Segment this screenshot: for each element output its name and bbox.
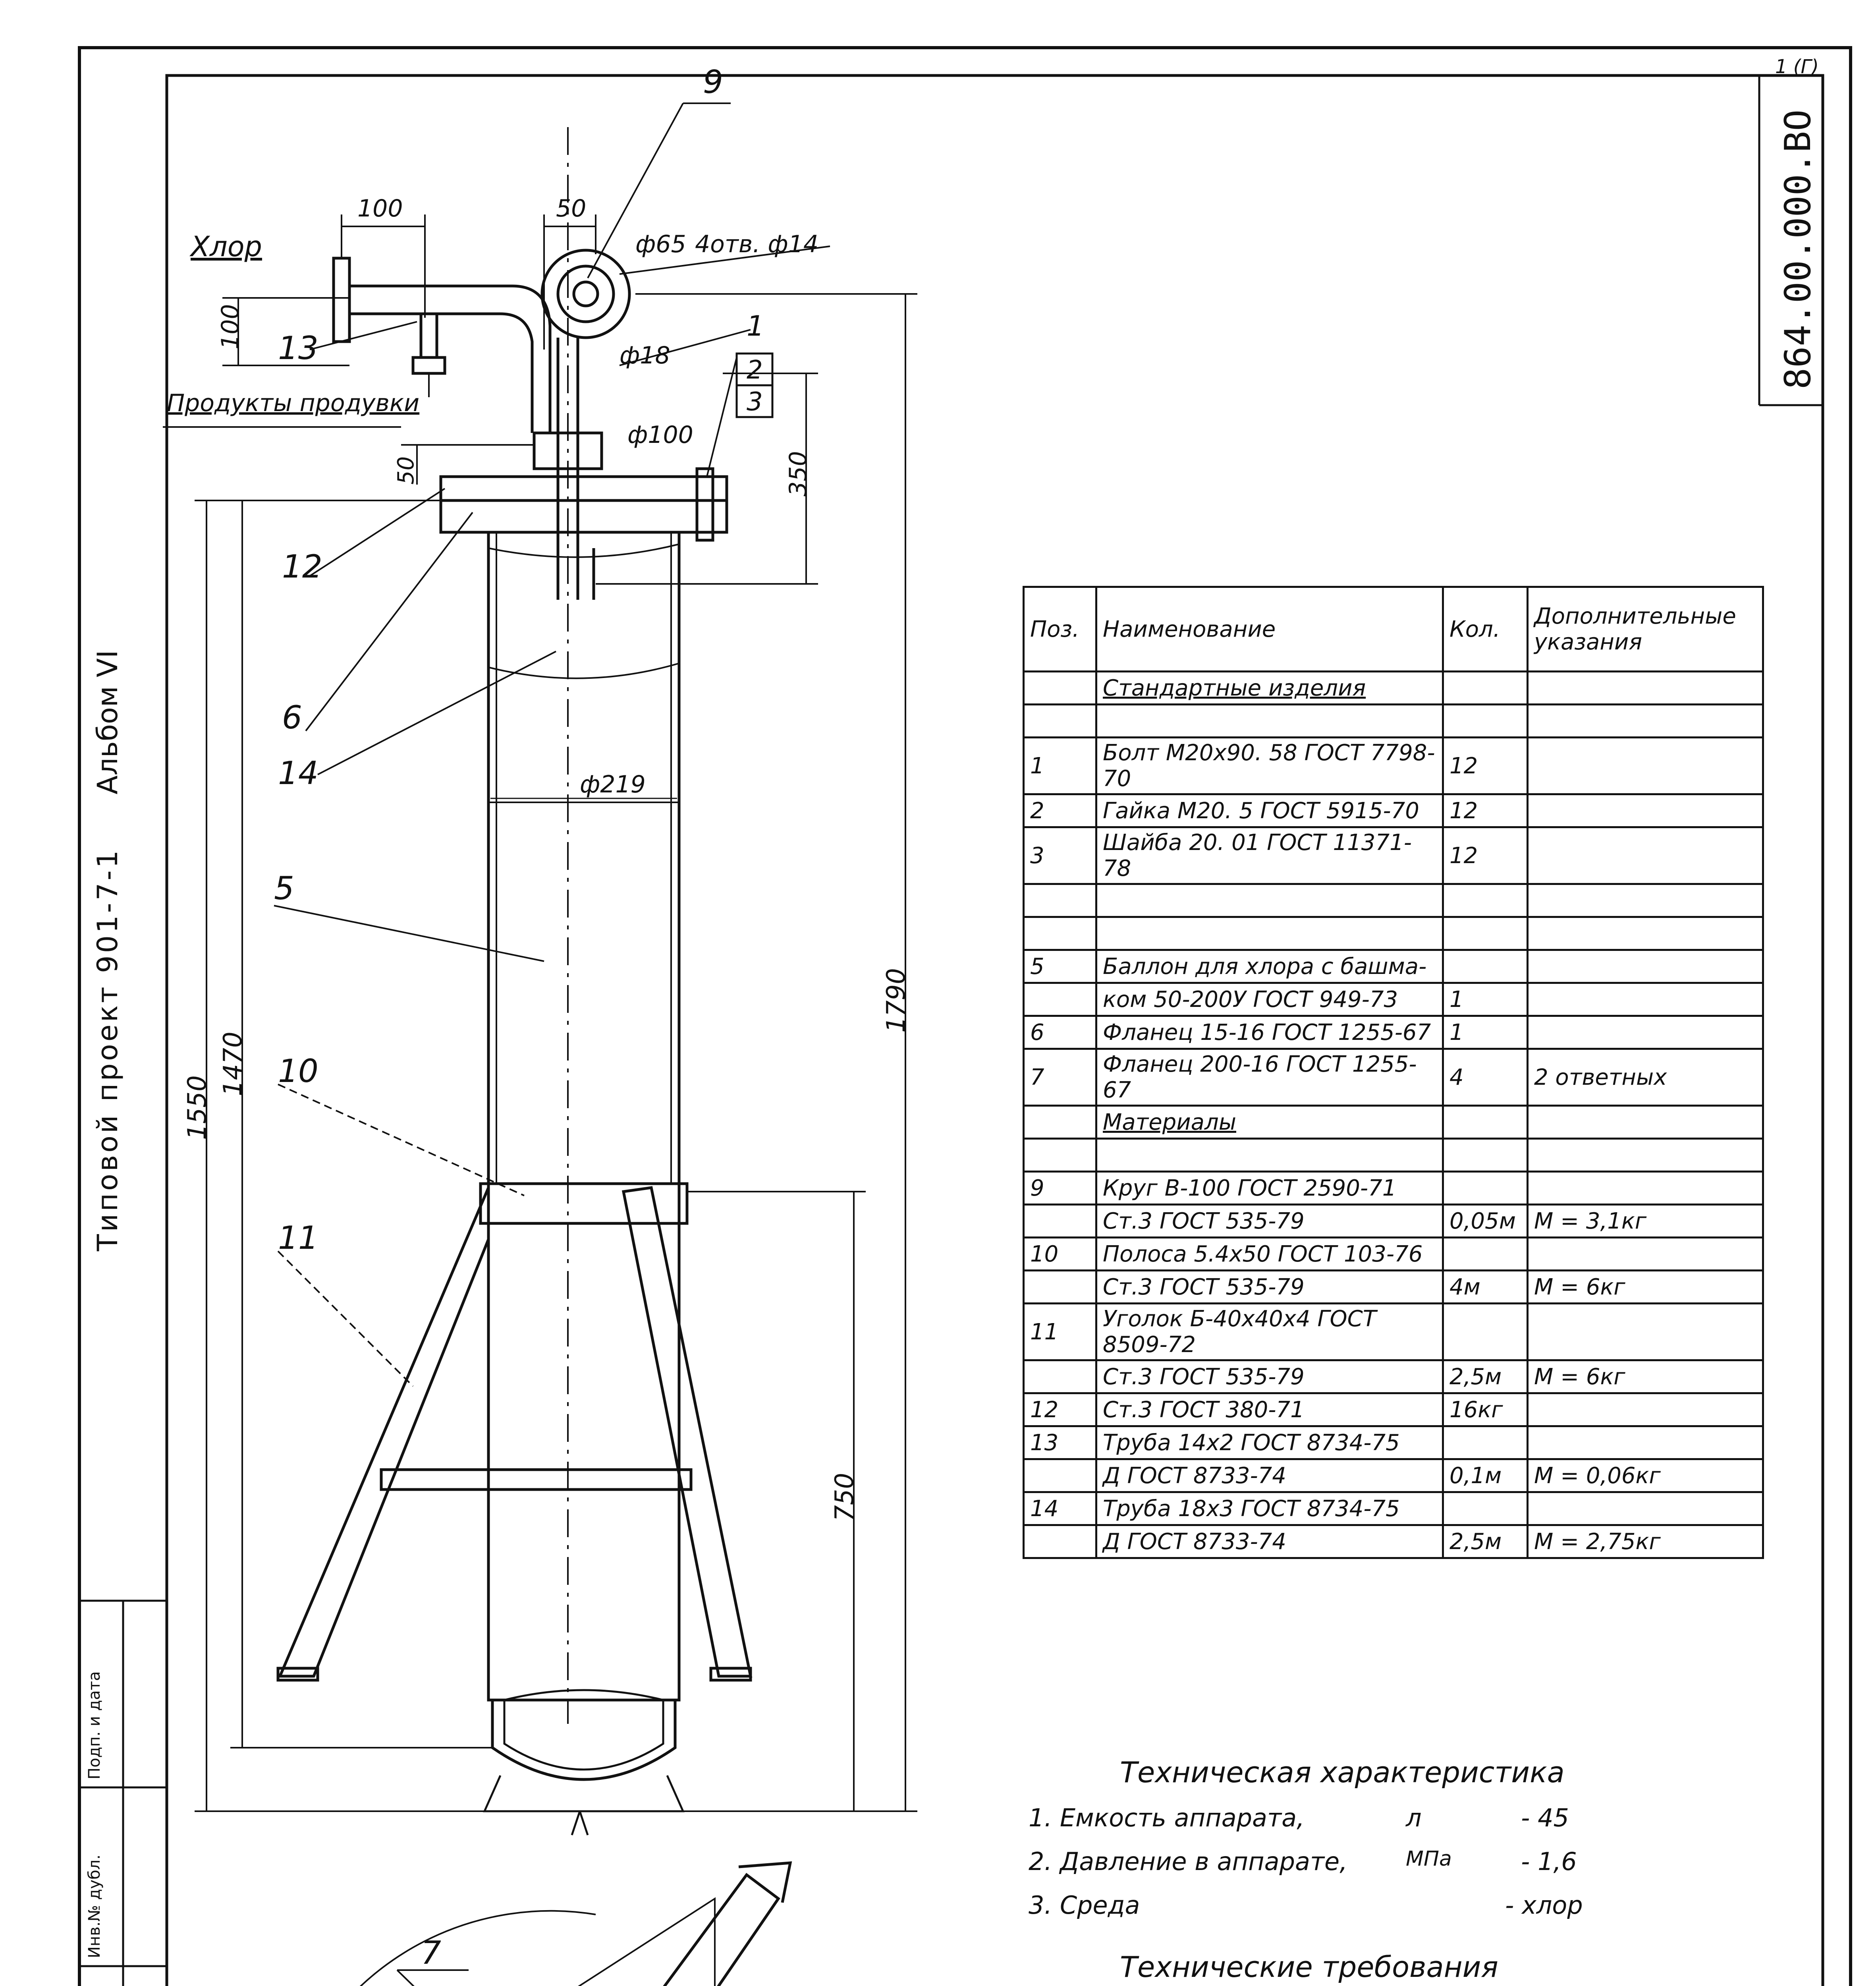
spec-cell-name: Гайка М20. 5 ГОСТ 5915-70 [1096,794,1443,827]
spec-cell-pos [1024,983,1096,1016]
spec-cell-qty: 12 [1443,794,1528,827]
spec-cell-name [1096,884,1443,917]
spec-cell-notes [1528,1426,1763,1459]
dim-phi18: ф18 [620,342,670,369]
flange-6 [542,250,629,338]
callout-2: 2 [747,355,763,385]
spec-cell-pos: 11 [1024,1304,1096,1360]
spec-cell-notes [1528,1238,1763,1271]
spec-cell-qty [1443,1106,1528,1139]
doc-code-vertical: 864.00.000.ВО [1777,109,1819,389]
spec-head-qty: Кол. [1443,587,1528,672]
spec-cell-qty [1443,1139,1528,1172]
spec-cell-name: Шайба 20. 01 ГОСТ 11371-78 [1096,827,1443,884]
spec-cell-pos [1024,672,1096,705]
spec-cell-pos: 12 [1024,1393,1096,1426]
spec-row [1024,1271,1763,1304]
spec-row [1024,1016,1763,1049]
spec-cell-name: Д ГОСТ 8733-74 [1096,1525,1443,1558]
spec-row [1024,1426,1763,1459]
spec-cell-qty: 4м [1443,1271,1528,1304]
project-label: Типовой проект 901-7-1 [91,848,124,1251]
spec-cell-name [1096,1139,1443,1172]
spec-cell-name: Фланец 200-16 ГОСТ 1255-67 [1096,1049,1443,1106]
spec-cell-qty [1443,1492,1528,1525]
dimension-lines [163,103,917,1811]
tech-char-value-3: - хлор [1505,1891,1583,1920]
spec-cell-notes [1528,1393,1763,1426]
spec-head-notes: Дополнительные указания [1528,587,1763,672]
spec-cell-notes [1528,705,1763,738]
callout-12: 12 [282,548,322,585]
spec-cell-name: Баллон для хлора с башма- [1096,950,1443,983]
stamp-label-2: Инв.№ дубл. [85,1855,104,1958]
spec-cell-name: Ст.3 ГОСТ 535-79 [1096,1205,1443,1238]
spec-cell-pos: 13 [1024,1426,1096,1459]
spec-row [1024,983,1763,1016]
spec-row [1024,1459,1763,1492]
leg-right [623,1188,751,1676]
spec-cell-name: Полоса 5.4х50 ГОСТ 103-76 [1096,1238,1443,1271]
dim-holes: 4отв. ф14 [695,230,818,258]
top-flange-7 [441,477,727,500]
dim-50-left: 50 [393,456,419,485]
spec-row [1024,827,1763,884]
spec-row [1024,884,1763,917]
spec-header-row [1024,587,1763,672]
spec-cell-name: Труба 14х2 ГОСТ 8734-75 [1096,1426,1443,1459]
spec-cell-pos: 3 [1024,827,1096,884]
spec-cell-qty: 16кг [1443,1393,1528,1426]
dim-phi65: ф65 [635,230,686,258]
spec-cell-qty [1443,1238,1528,1271]
callout-9: 7 [421,1934,441,1971]
plan-arm-top [635,1875,778,1986]
spec-cell-pos: 10 [1024,1238,1096,1271]
label-products: Продукты продувки [167,389,420,417]
spec-row [1024,1238,1763,1271]
spec-row [1024,1304,1763,1360]
tech-char-label-3: 3. Среда [1029,1891,1140,1920]
leg-left [280,1188,488,1676]
spec-row [1024,705,1763,738]
spec-cell-pos [1024,917,1096,950]
spec-row [1024,1139,1763,1172]
spec-cell-name: Круг В-100 ГОСТ 2590-71 [1096,1172,1443,1205]
spec-cell-pos: 5 [1024,950,1096,983]
vessel-body [488,532,679,1184]
spec-cell-notes: М = 0,06кг [1528,1459,1763,1492]
tech-char-unit-2: МПа [1406,1847,1452,1871]
spec-cell-notes [1528,1172,1763,1205]
spec-cell-qty: 0,1м [1443,1459,1528,1492]
spec-cell-qty: 1 [1443,983,1528,1016]
spec-row [1024,917,1763,950]
spec-cell-name: Уголок Б-40х40х4 ГОСТ 8509-72 [1096,1304,1443,1360]
spec-cell-qty: 4 [1443,1049,1528,1106]
spec-cell-pos [1024,1459,1096,1492]
spec-cell-pos [1024,705,1096,738]
spec-row [1024,794,1763,827]
dim-1790: 1790 [882,968,911,1033]
corner-mark: 1 (Г) [1775,56,1819,78]
tech-char-value-1: - 45 [1521,1803,1569,1832]
spec-cell-name: Материалы [1096,1106,1443,1139]
spec-cell-notes [1528,950,1763,983]
callout-6: 9 [703,64,723,100]
callout-7: 6 [282,699,302,736]
spec-cell-qty: 1 [1443,1016,1528,1049]
spec-cell-pos: 9 [1024,1172,1096,1205]
plan-view [250,1863,790,1986]
spec-row [1024,1525,1763,1558]
spec-cell-pos: 14 [1024,1492,1096,1525]
callout-13: 13 [278,330,318,367]
dim-phi100: ф100 [627,421,693,449]
spec-row [1024,1172,1763,1205]
spec-row [1024,738,1763,794]
spec-table [1023,586,1764,1559]
spec-cell-notes: М = 6кг [1528,1360,1763,1393]
spec-cell-name [1096,705,1443,738]
dim-1470: 1470 [218,1032,248,1096]
spec-row [1024,1205,1763,1238]
spec-cell-notes [1528,738,1763,794]
spec-cell-notes: М = 3,1кг [1528,1205,1763,1238]
spec-cell-name: Ст.3 ГОСТ 535-79 [1096,1360,1443,1393]
tech-char-label-1: 1. Емкость аппарата, [1029,1803,1305,1832]
vessel-bottom [492,1700,675,1779]
spec-cell-name: Фланец 15-16 ГОСТ 1255-67 [1096,1016,1443,1049]
spec-cell-name: Болт М20х90. 58 ГОСТ 7798-70 [1096,738,1443,794]
spec-cell-name [1096,917,1443,950]
spec-cell-pos [1024,1139,1096,1172]
tech-char-title: Техническая характеристика [1120,1756,1565,1789]
spec-cell-notes [1528,1106,1763,1139]
tech-char-unit-1: л [1406,1803,1422,1832]
spec-cell-notes [1528,794,1763,827]
spec-cell-notes [1528,827,1763,884]
callout-14: 14 [278,755,318,792]
tech-char-value-2: - 1,6 [1521,1847,1577,1876]
dim-750: 750 [830,1472,859,1521]
spec-body [1024,672,1763,1558]
spec-cell-notes [1528,884,1763,917]
spec-cell-name: Труба 18х3 ГОСТ 8734-75 [1096,1492,1443,1525]
spec-cell-name: Стандартные изделия [1096,672,1443,705]
spec-cell-qty [1443,1172,1528,1205]
spec-row [1024,1360,1763,1393]
spec-row [1024,950,1763,983]
spec-cell-name: ком 50-200У ГОСТ 949-73 [1096,983,1443,1016]
elevation-view [278,127,751,1835]
spec-cell-qty [1443,950,1528,983]
spec-cell-qty [1443,884,1528,917]
spec-row [1024,1492,1763,1525]
spec-cell-notes [1528,672,1763,705]
spec-cell-pos: 2 [1024,794,1096,827]
spec-cell-notes: 2 ответных [1528,1049,1763,1106]
spec-cell-qty [1443,672,1528,705]
spec-cell-pos [1024,1205,1096,1238]
tech-req-title: Технические требования [1120,1950,1498,1984]
spec-cell-qty [1443,705,1528,738]
spec-cell-qty: 2,5м [1443,1525,1528,1558]
spec-cell-pos [1024,1271,1096,1304]
spec-cell-pos [1024,1525,1096,1558]
spec-cell-pos [1024,1360,1096,1393]
spec-cell-pos: 1 [1024,738,1096,794]
spec-cell-qty: 12 [1443,827,1528,884]
spec-cell-notes [1528,917,1763,950]
spec-head-name: Наименование [1096,587,1443,672]
spec-cell-qty: 0,05м [1443,1205,1528,1238]
dim-phi219: ф219 [580,771,646,798]
dim-1550: 1550 [183,1075,212,1140]
spec-cell-notes [1528,1304,1763,1360]
spec-row [1024,1049,1763,1106]
dim-50-top: 50 [556,195,587,222]
dim-100-left: 100 [216,304,244,350]
callout-5: 5 [274,870,294,907]
spec-row [1024,672,1763,705]
spec-cell-qty: 12 [1443,738,1528,794]
callout-3: 3 [747,387,763,417]
spec-row [1024,1393,1763,1426]
spec-cell-qty [1443,1304,1528,1360]
spec-cell-pos: 6 [1024,1016,1096,1049]
spec-cell-notes: М = 6кг [1528,1271,1763,1304]
stamp-label-1: Подп. и дата [85,1671,104,1779]
spec-cell-notes: М = 2,75кг [1528,1525,1763,1558]
callout-11: 11 [278,1219,318,1256]
spec-cell-notes [1528,983,1763,1016]
spec-cell-qty [1443,1426,1528,1459]
callout-10: 10 [278,1053,318,1090]
spec-cell-notes [1528,1492,1763,1525]
tech-char-label-2: 2. Давление в аппарате, [1029,1847,1347,1876]
callout-1: 1 [747,310,764,342]
spec-head-pos: Поз. [1024,587,1096,672]
album-label: Альбом VI [91,650,124,794]
spec-cell-notes [1528,1016,1763,1049]
spec-cell-pos [1024,1106,1096,1139]
dim-100-top: 100 [357,195,403,222]
spec-cell-name: Ст.3 ГОСТ 380-71 [1096,1393,1443,1426]
spec-cell-qty [1443,917,1528,950]
spec-cell-pos [1024,884,1096,917]
spec-cell-name: Д ГОСТ 8733-74 [1096,1459,1443,1492]
spec-cell-qty: 2,5м [1443,1360,1528,1393]
spec-cell-name: Ст.3 ГОСТ 535-79 [1096,1271,1443,1304]
leg-brace [381,1470,691,1490]
spec-cell-pos: 7 [1024,1049,1096,1106]
label-chlor-top: Хлор [191,230,262,263]
spec-cell-notes [1528,1139,1763,1172]
dim-350: 350 [784,451,812,496]
spec-row [1024,1106,1763,1139]
